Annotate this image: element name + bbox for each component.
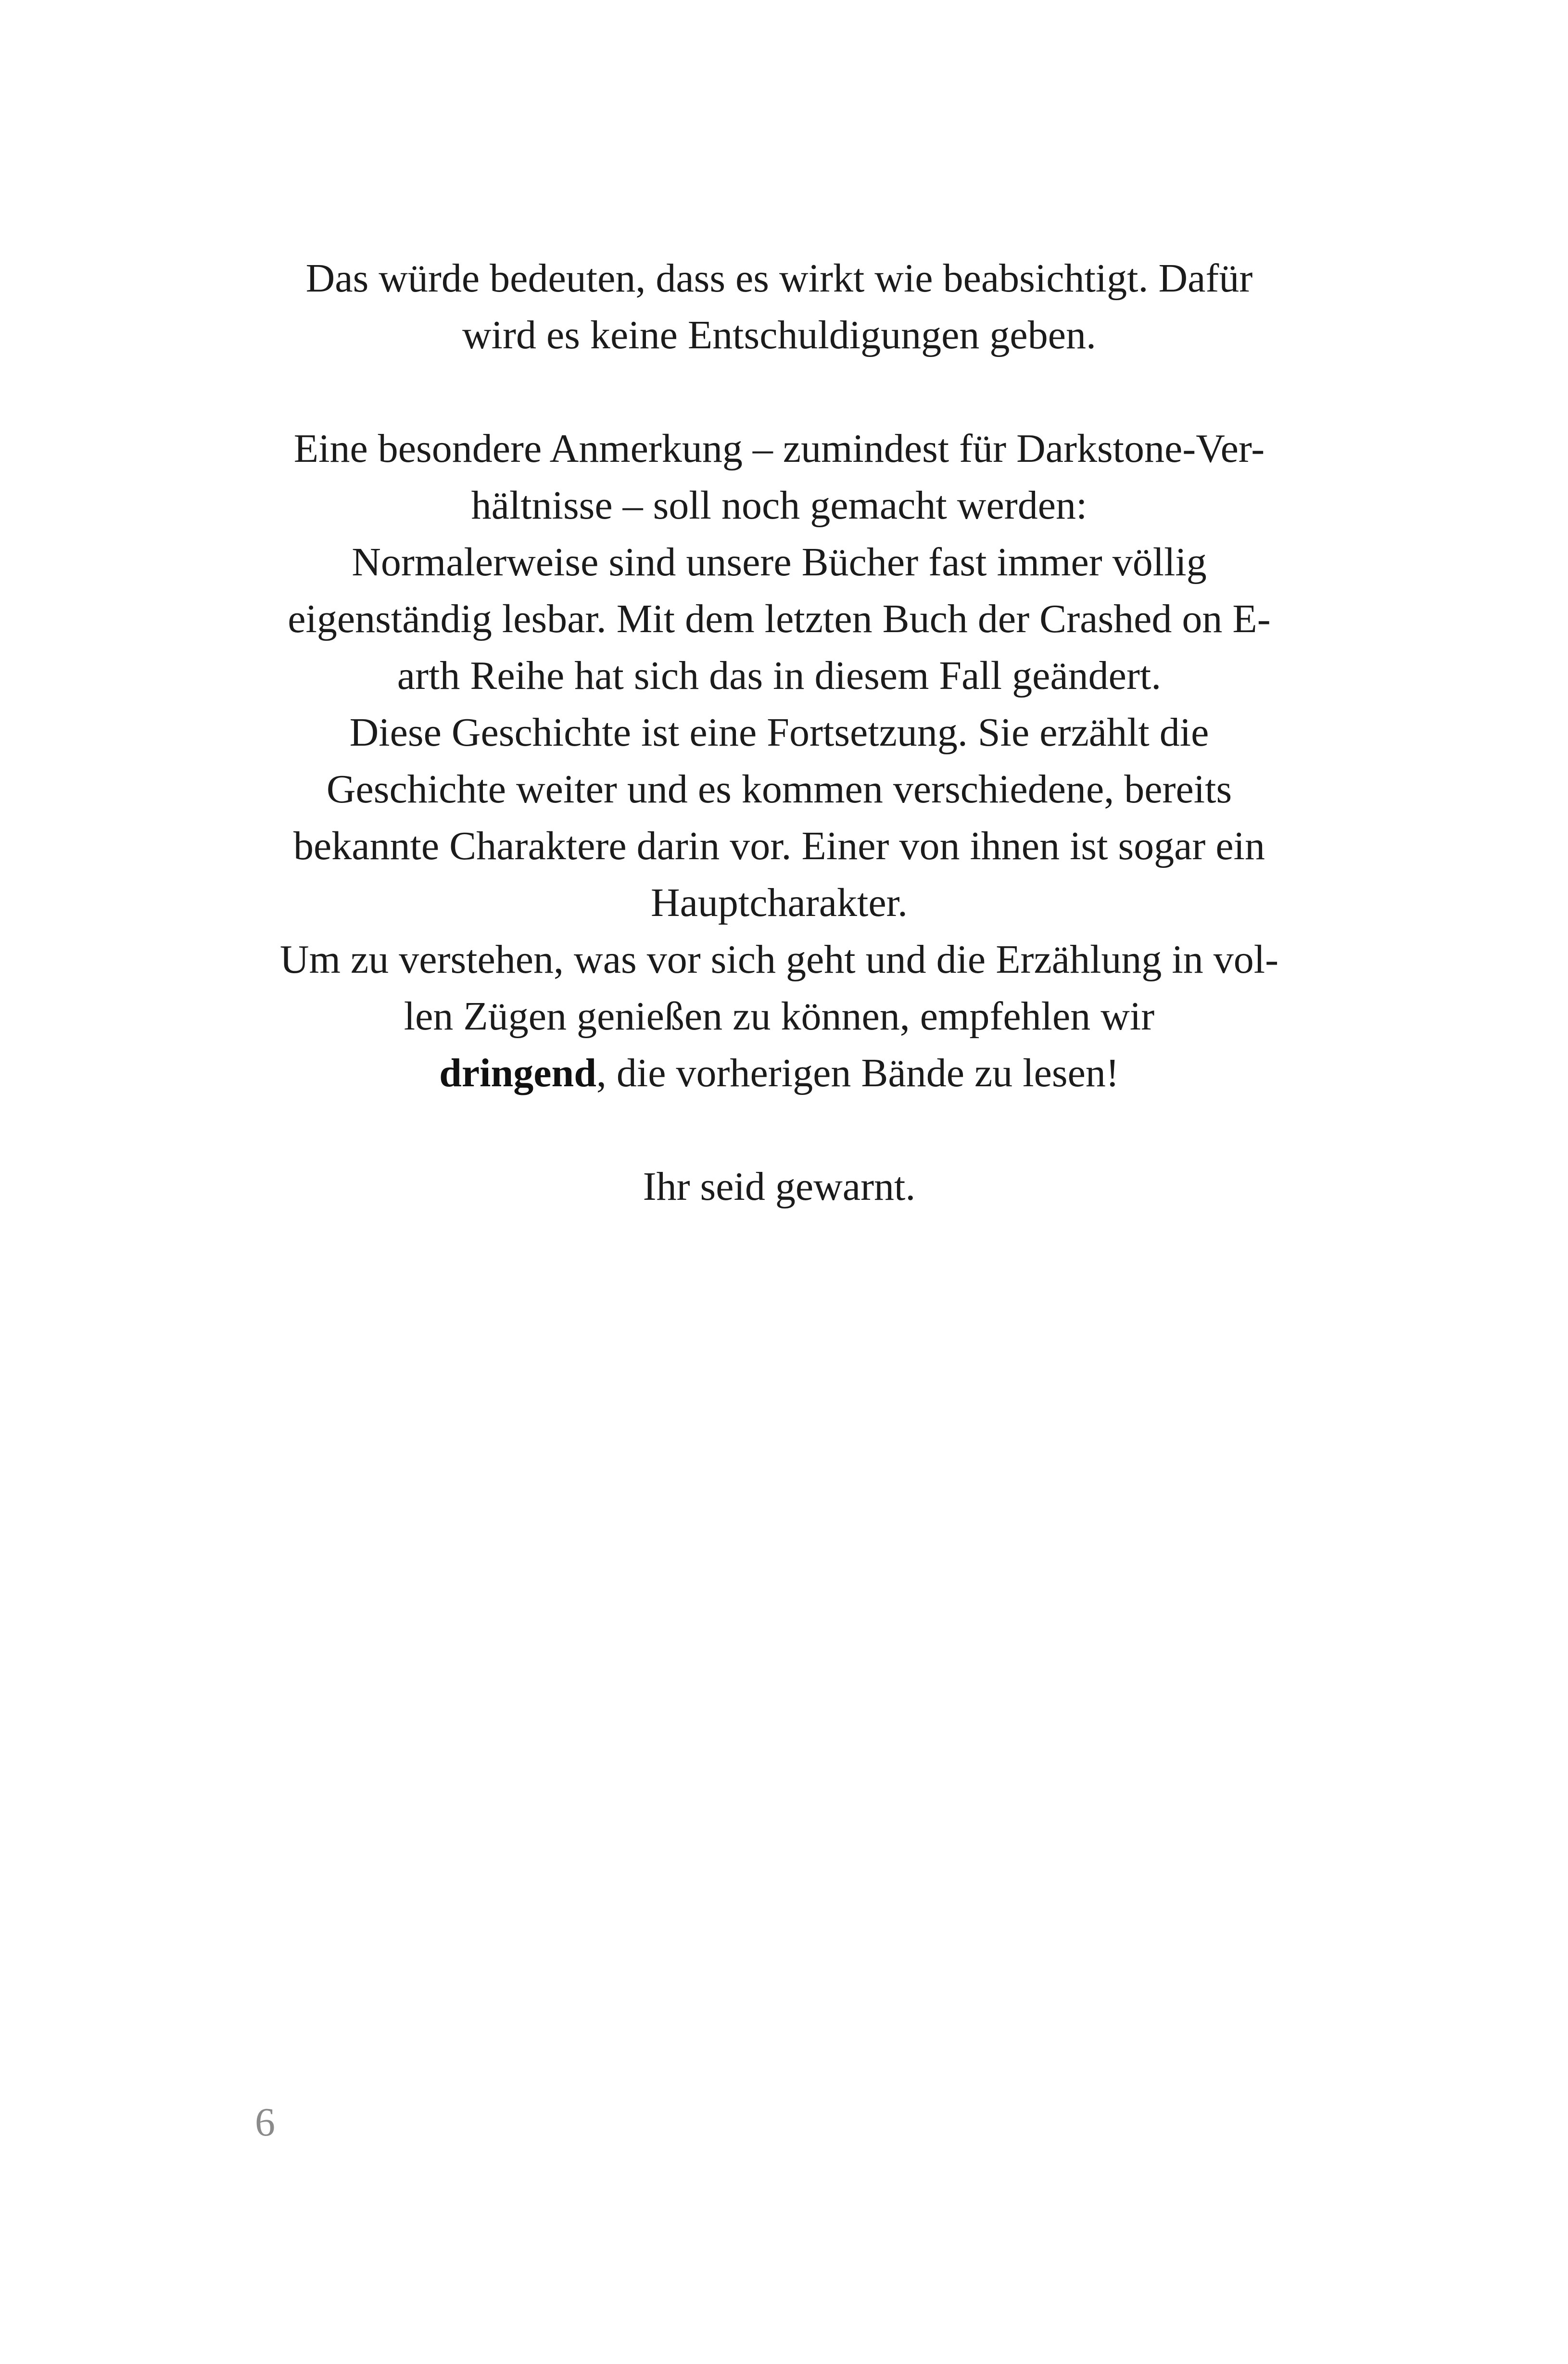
paragraph-gap <box>240 1102 1318 1158</box>
text-line: hältnisse – soll noch gemacht werden: <box>471 483 1087 528</box>
text-line: eigenständig lesbar. Mit dem letzten Buch der Crashed on E- <box>288 597 1271 641</box>
text-line: wird es keine Entschuldigungen geben. <box>462 313 1096 357</box>
text-line: arth Reihe hat sich das in diesem Fall geändert. <box>397 653 1162 698</box>
text-line: Hauptcharakter. <box>650 880 908 925</box>
text-line: bekannte Charaktere darin vor. Einer von ihnen ist sogar ein <box>293 824 1265 868</box>
text-line: Das würde bedeuten, dass es wirkt wie beabsichtigt. Dafür <box>305 256 1253 301</box>
text-line: len Zügen genießen zu können, empfehlen wir <box>404 994 1155 1039</box>
paragraph-gap <box>240 364 1318 420</box>
text-line: Normalerweise sind unsere Bücher fast immer völlig <box>352 540 1207 585</box>
emphasis-line <box>240 1045 1318 1102</box>
page-number: 6 <box>255 2100 275 2145</box>
emphasis-word: dringend <box>439 1051 596 1095</box>
text-line: Diese Geschichte ist eine Fortsetzung. Sie erzählt die <box>349 710 1209 755</box>
text-line: Geschichte weiter und es kommen verschiedene, bereits <box>326 767 1232 812</box>
closing-line: Ihr seid gewarnt. <box>643 1164 916 1209</box>
text-line: Eine besondere Anmerkung – zumindest für Darkstone-Ver- <box>293 426 1265 471</box>
page-text <box>240 250 1318 1215</box>
text-line: Um zu verstehen, was vor sich geht und die Erzählung in vol- <box>279 937 1279 982</box>
emphasis-rest: , die vorherigen Bände zu lesen! <box>596 1051 1119 1095</box>
